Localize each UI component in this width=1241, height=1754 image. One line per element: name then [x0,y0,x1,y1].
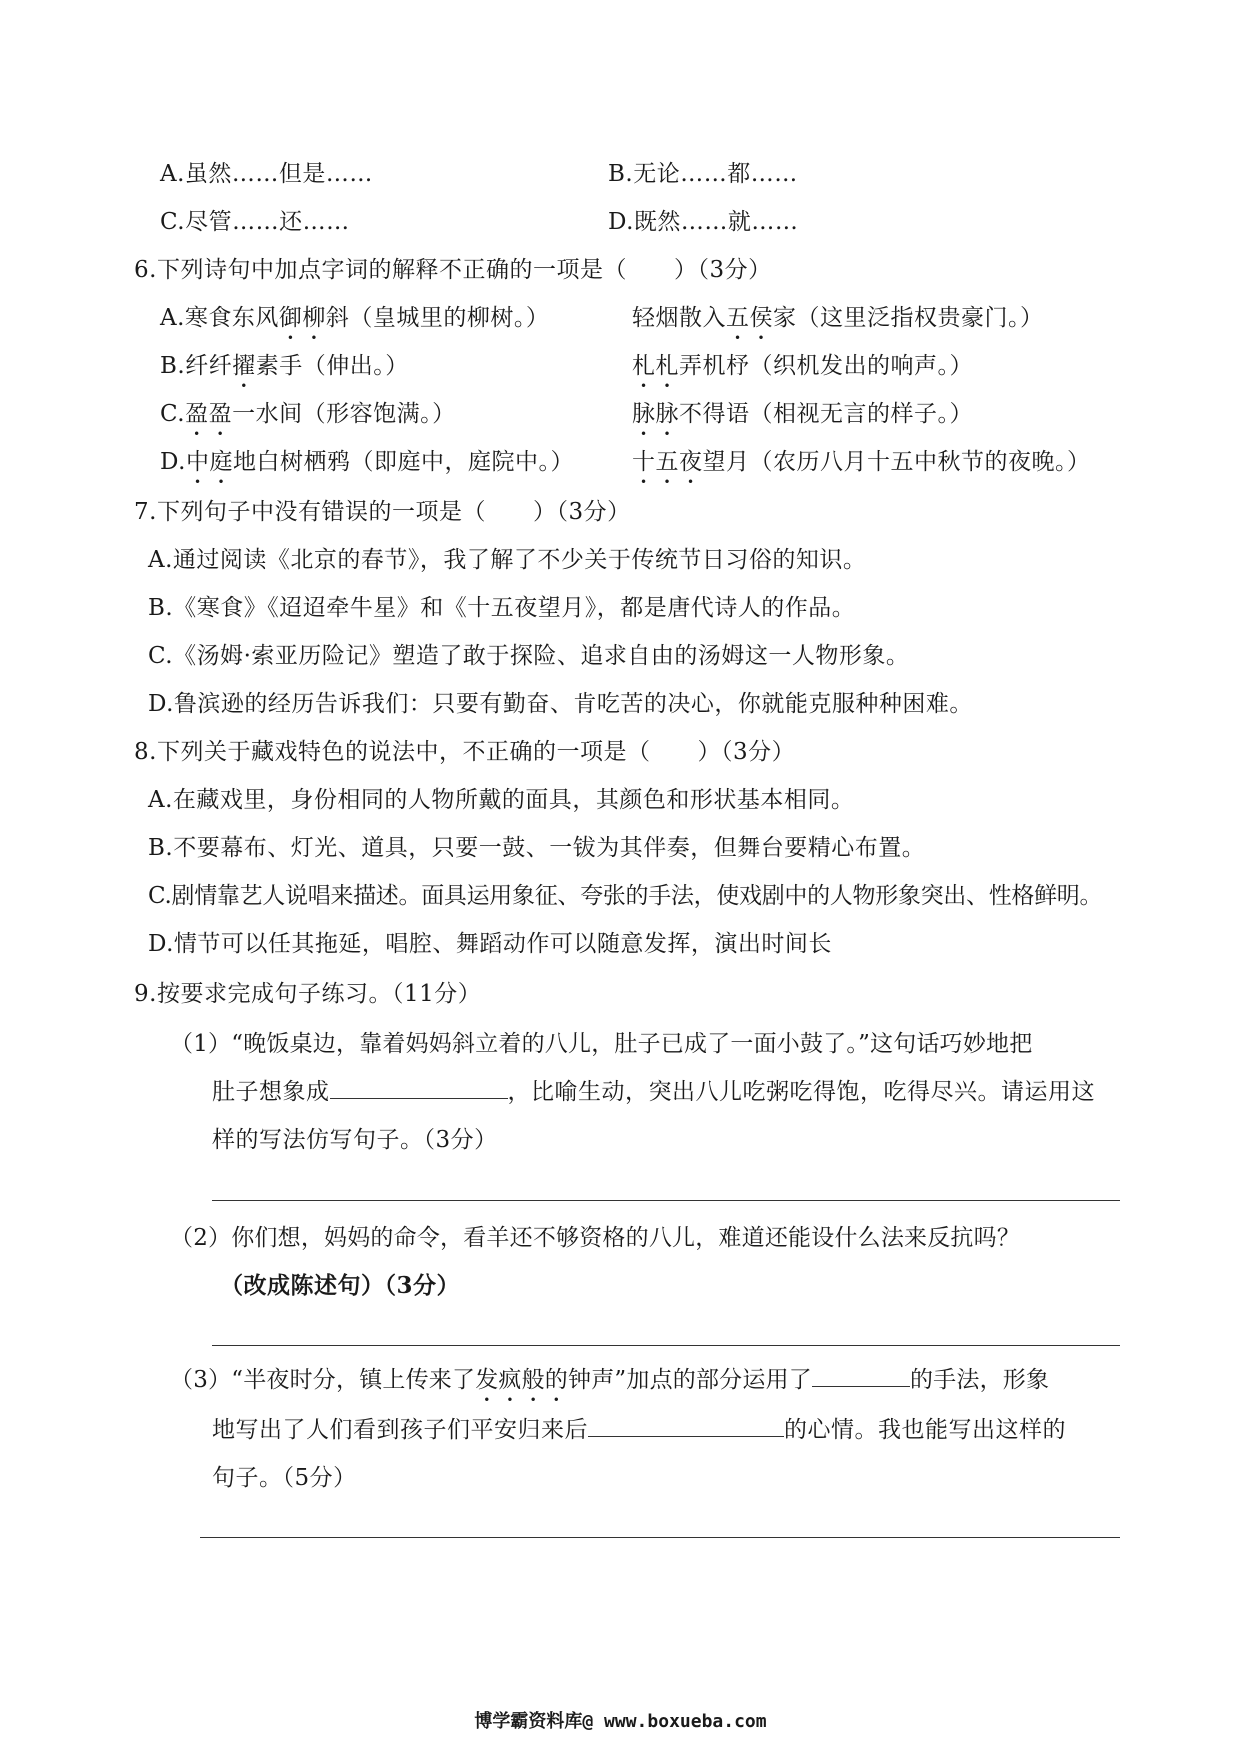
q7-stem: 7.下列句子中没有错误的一项是（ ）（3分） [134,499,631,525]
q9-part1-line3: 样的写法仿写句子。（3分） [212,1127,498,1153]
footer-watermark: 博学霸资料库@ www.boxueba.com [474,1711,767,1732]
dotted-word: 五侯 [726,305,773,331]
q5-option-a: A.虽然……但是…… [160,161,373,187]
text: 望月（农历八月十五中秋节的夜晚。） [702,449,1091,475]
text: 肚子想象成 [212,1079,330,1105]
q9-part3-line3: 句子。（5分） [212,1465,357,1491]
q9-part2-line2: （改成陈述句）（3分） [220,1272,461,1299]
q9-stem: 9.按要求完成句子练习。（11分） [134,981,482,1007]
text: 轻烟散入 [632,305,726,331]
q8-option-b: B.不要幕布、灯光、道具，只要一鼓、一钹为其伴奏，但舞台要精心布置。 [148,835,926,861]
q5-option-d: D.既然……就…… [608,209,799,235]
q6-stem: 6.下列诗句中加点字词的解释不正确的一项是（ ）（3分） [134,257,772,283]
dotted-word: 札札 [632,353,679,379]
answer-line[interactable] [212,1345,1120,1346]
q6-option-d-left [160,446,574,489]
text: D. [160,449,186,475]
q9-part3-line2 [212,1414,1066,1446]
text: 地白树栖鸦（即庭中，庭院中。） [232,449,574,475]
q7-option-c: C.《汤姆·索亚历险记》塑造了敢于探险、追求自由的汤姆这一人物形象。 [148,643,910,669]
q8-stem: 8.下列关于藏戏特色的说法中，不正确的一项是（ ）（3分） [134,739,796,765]
q9-part3-line1 [170,1364,1049,1407]
q6-option-b-left [160,350,409,393]
q6-option-a-left [160,302,549,345]
q6-option-d-right [632,446,1091,489]
q7-option-b: B.《寒食》《迢迢牵牛星》和《十五夜望月》，都是唐代诗人的作品。 [148,595,856,621]
q7-option-a: A.通过阅读《北京的春节》，我了解了不少关于传统节日习俗的知识。 [148,547,867,573]
text: （3）“半夜时分，镇上传来了 [170,1367,476,1393]
q8-option-d: D.情节可以任其拖延，唱腔、舞蹈动作可以随意发挥，演出时间长 [148,931,832,957]
text: 钟声”加点的部分运用了 [568,1367,812,1393]
text: 的手法，形象 [909,1367,1050,1393]
text: 素手（伸出。） [255,353,409,379]
text: 不得语（相视无言的样子。） [679,401,973,427]
text: 弄机杼（织机发出的响声。） [679,353,973,379]
answer-blank[interactable] [330,1076,508,1099]
text: 一水间（形容饱满。） [232,401,456,427]
q5-option-b: B.无论……都…… [608,161,798,187]
text: ，比喻生动，突出八儿吃粥吃得饱，吃得尽兴。请运用这 [507,1079,1095,1105]
dotted-word: 盈盈 [185,401,233,427]
q6-option-b-right [632,350,973,393]
q7-option-d: D.鲁滨逊的经历告诉我们：只要有勤奋、肯吃苦的决心，你就能克服种种困难。 [148,691,973,717]
dotted-word: 御柳 [278,305,326,331]
text: B.纤纤 [160,353,233,379]
dotted-word: 中庭 [185,449,233,475]
q9-part1-line1: （1）“晚饭桌边，靠着妈妈斜立着的八儿，肚子已成了一面小鼓了。”这句话巧妙地把 [170,1031,1033,1057]
q6-option-c-left [160,398,456,441]
q8-option-a: A.在藏戏里，身份相同的人物所戴的面具，其颜色和形状基本相同。 [148,787,855,813]
dotted-word: 十五夜 [632,449,703,475]
text: 家（这里泛指权贵豪门。） [773,305,1044,331]
q9-part2-line1: （2）你们想，妈妈的命令，看羊还不够资格的八儿，难道还能设什么法来反抗吗？ [170,1225,1021,1251]
q9-part1-line2 [212,1076,1095,1108]
dotted-word: 擢 [232,353,256,379]
text: C. [160,401,186,427]
q5-option-c: C.尽管……还…… [160,209,350,235]
text: 地写出了人们看到孩子们平安归来后 [212,1417,588,1443]
answer-line[interactable] [212,1200,1120,1201]
q6-option-c-right [632,398,973,441]
answer-blank[interactable] [588,1414,784,1437]
text: A.寒食东风 [160,305,279,331]
dotted-word: 发疯般的 [475,1367,569,1393]
dotted-word: 脉脉 [632,401,679,427]
text: 斜（皇城里的柳树。） [325,305,550,331]
answer-line[interactable] [200,1537,1120,1538]
answer-blank[interactable] [812,1364,910,1387]
q6-option-a-right [632,302,1044,345]
q8-option-c: C.剧情靠艺人说唱来描述。面具运用象征、夸张的手法，使戏剧中的人物形象突出、性格鲜明。 [148,883,1103,909]
text: 的心情。我也能写出这样的 [784,1417,1066,1443]
